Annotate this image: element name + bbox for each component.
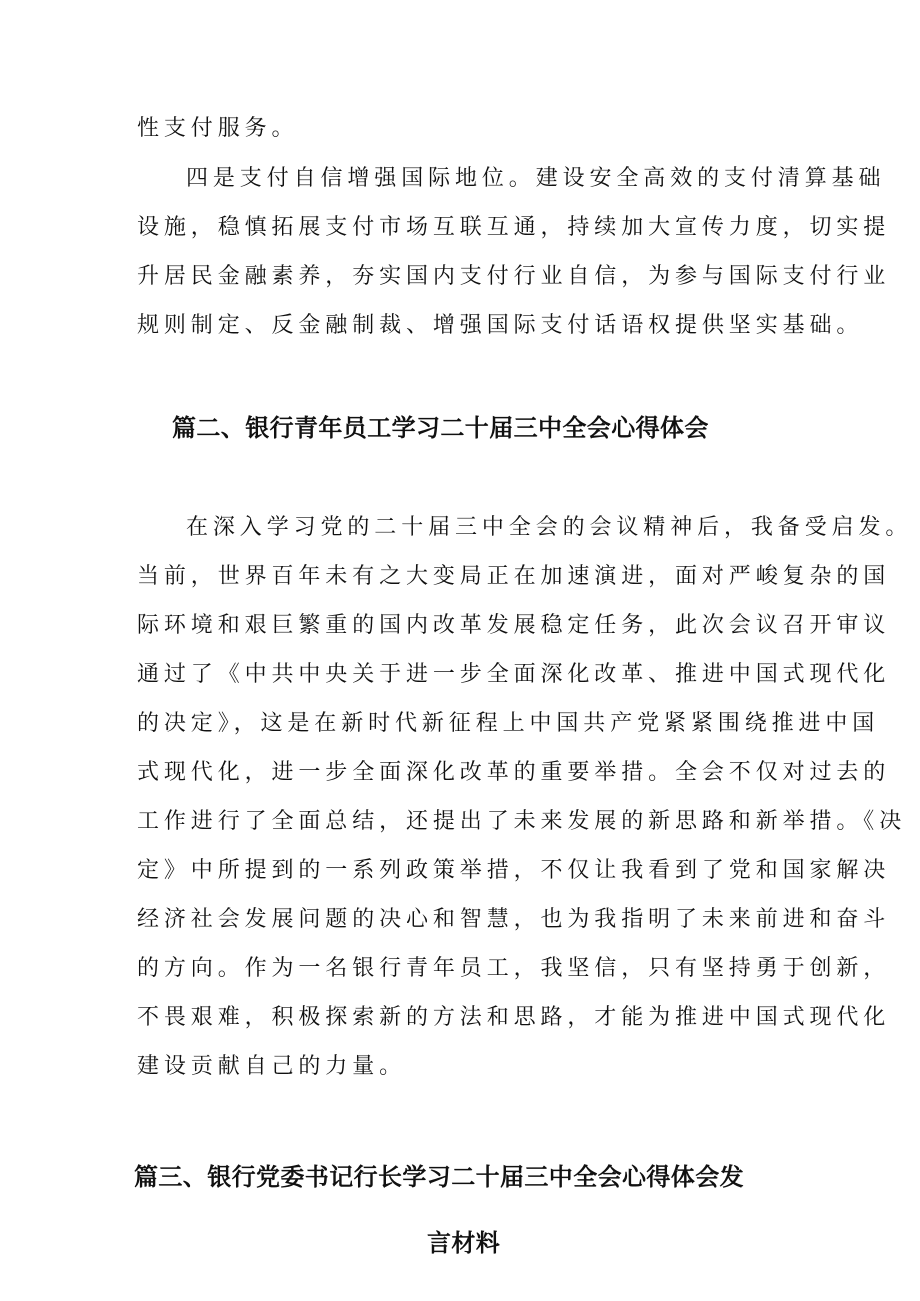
section-two-line-10: 的方向。作为一名银行青年员工，我坚信，只有坚持勇于创新， — [137, 956, 891, 981]
paragraph-four-line-3: 升居民金融素养，夯实国内支付行业自信，为参与国际支付行业 — [137, 264, 891, 289]
paragraph-four-line-2: 设施，稳慎拓展支付市场互联互通，持续加大宣传力度，切实提 — [137, 215, 891, 240]
section-two-line-8: 定》中所提到的一系列政策举措，不仅让我看到了党和国家解决 — [137, 858, 891, 883]
section-two-line-5: 的决定》，这是在新时代新征程上中国共产党紧紧围绕推进中国 — [137, 711, 880, 736]
section-two-line-4: 通过了《中共中央关于进一步全面深化改革、推进中国式现代化 — [137, 662, 891, 687]
section-two-line-12: 建设贡献自己的力量。 — [137, 1054, 407, 1079]
section-two-heading: 篇二、银行青年员工学习二十届三中全会心得体会 — [172, 414, 709, 442]
section-two-line-7: 工作进行了全面总结，还提出了未来发展的新思路和新举措。《决 — [137, 809, 907, 834]
section-two-line-6: 式现代化，进一步全面深化改革的重要举措。全会不仅对过去的 — [137, 760, 891, 785]
section-two-line-2: 当前，世界百年未有之大变局正在加速演进，面对严峻复杂的国 — [137, 564, 891, 589]
section-two-line-9: 经济社会发展问题的决心和智慧，也为我指明了未来前进和奋斗 — [137, 907, 891, 932]
paragraph-four-line-1: 四是支付自信增强国际地位。建设安全高效的支付清算基础 — [186, 166, 886, 191]
paragraph-four-line-4: 规则制定、反金融制裁、增强国际支付话语权提供坚实基础。 — [137, 313, 864, 338]
continuation-line-1: 性支付服务。 — [137, 116, 299, 141]
section-two-line-1: 在深入学习党的二十届三中全会的会议精神后，我备受启发。 — [186, 515, 913, 540]
section-two-line-3: 际环境和艰巨繁重的国内改革发展稳定任务，此次会议召开审议 — [137, 613, 891, 638]
section-two-line-11: 不畏艰难，积极探索新的方法和思路，才能为推进中国式现代化 — [137, 1005, 891, 1030]
section-three-heading-line-1: 篇三、银行党委书记行长学习二十届三中全会心得体会发 — [134, 1163, 744, 1191]
section-three-heading-line-2: 言材料 — [427, 1229, 501, 1257]
